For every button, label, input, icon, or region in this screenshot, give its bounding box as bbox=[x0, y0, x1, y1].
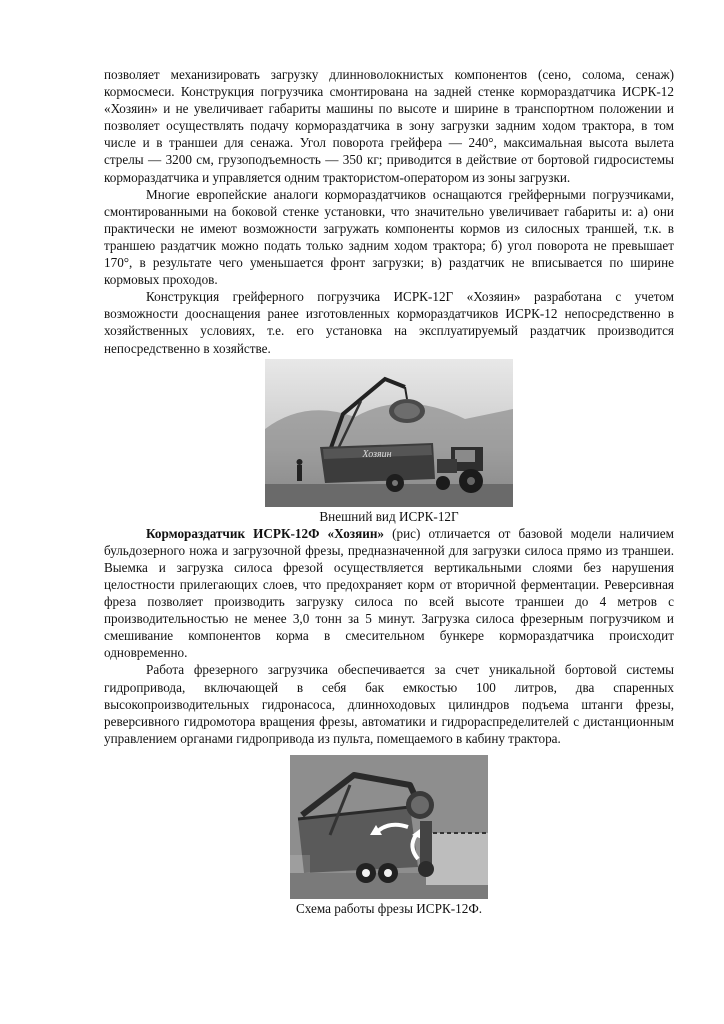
scheme-figure bbox=[104, 755, 674, 917]
paragraph-4 bbox=[104, 525, 674, 662]
document-page bbox=[104, 66, 674, 917]
paragraph-4-lead: Кормораздатчик ИСРК-12Ф «Хозяин» bbox=[146, 525, 385, 541]
paragraph-5: Работа фрезерного загрузчика обеспечивается за счет уникальной бортовой системы гидропривода, включающей в себя бак емкостью 100 литров, два спаренных высокопроизводительных гидронасоса, длинноходовых цилиндров подъема штанги фрезы, реверсивного гидромотора вращения фрезы, автоматики и гидрораспределителей с дистанционным управлением органами гидропривода из пульта, помещаемого в кабину трактора. bbox=[104, 662, 674, 746]
paragraph-3: Конструкция грейферного погрузчика ИСРК-12Г «Хозяин» разработана с учетом возможности дооснащения ранее изготовленных кормораздатчиков ИСРК-12 непосредственно в хозяйственных условиях, т.е. его установка на эксплуатируемый раздатчик производится непосредственно в хозяйстве. bbox=[104, 289, 674, 356]
paragraph-2: Многие европейские аналоги кормораздатчиков оснащаются грейферными погрузчиками, смонтированными на боковой стенке установки, что значительно увеличивает габариты и: а) они практически не имеют возможности загружать компоненты кормов из силосных траншей, т.к. в траншею раздатчик можно подать только задним ходом трактора; б) угол поворота не превышает 170°, в результате чего уменьшается фронт загрузки; в) раздатчик не вписывается по ширине кормовых проходов. bbox=[104, 186, 674, 288]
feed-distributor-photo bbox=[265, 359, 513, 507]
scheme-caption: Схема работы фрезы ИСРК-12Ф. bbox=[295, 900, 483, 916]
paragraph-1: позволяет механизировать загрузку длинноволокнистых компонентов (сено, солома, сенаж) кормосмеси. Конструкция погрузчика смонтирована на задней стенке кормораздатчика ИСРК-12 «Хозяин» и не увеличивает габариты машины по высоте и ширине в транспортном положении и позволяет осуществлять подачу кормораздатчика в зону загрузки задним ходом трактора, в том числе и в траншеи для сенажа. Угол поворота грейфера — 240°, максимальная высота вылета стрелы — 3200 см, грузоподъемность — 350 кг; приводится в действие от бортовой гидросистемы кормораздатчика и управляется одним трактористом-оператором из зоны загрузки. bbox=[104, 67, 674, 185]
wagon-brand-label: Хозяин bbox=[362, 448, 392, 460]
photo-caption: Внешний вид ИСРК-12Г bbox=[319, 508, 459, 524]
paragraph-4-body: (рис) отличается от базовой модели наличием бульдозерного ножа и загрузочной фрезы, предназначенной для загрузки силоса прямо из траншеи. Выемка и загрузка силоса фрезой осуществляется вертикальными слоями без нарушения целостности прилегающих слоев, что предохраняет корм от вторичной ферментации. Реверсивная фреза позволяет производить загрузку силоса по всей высоте траншеи до 4 метров с производительностью не менее 3,0 тонн за 5 минут. Загрузка силоса фрезерным погрузчиком и смешивание компонентов корма в смесительном бункере кормораздатчика происходит одновременно. bbox=[104, 525, 674, 661]
milling-scheme-diagram bbox=[290, 755, 488, 899]
photo-figure bbox=[104, 359, 674, 525]
